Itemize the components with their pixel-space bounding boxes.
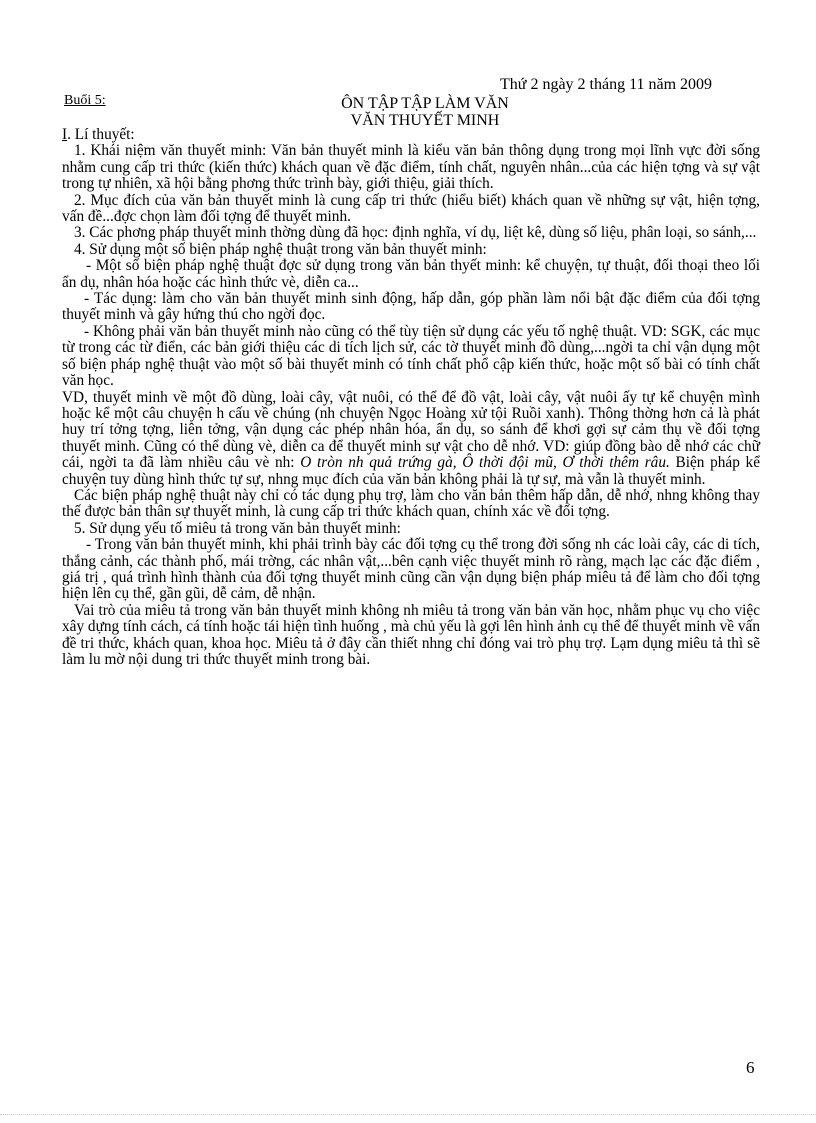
paragraph-description-heading: 5. Sử dụng yếu tố miêu tả trong văn bản thuyết minh: xyxy=(74,519,401,537)
paragraph-description-role: Vai trò của miêu tả trong văn bản thuyết minh không nh miêu tả trong văn bản văn học, nhằm phục vụ cho việc xây dựng tính cách, cá tính hoặc tái hiện tình huống , mà chủ yếu là gợi lên hình ảnh cụ thể để thuyết minh về vấn đề tri thức, khách quan, khoa học. Miêu tả ở đây cần thiết nhng chỉ đóng vai trò phụ trợ. Lạm dụng miêu tả thì sẽ làm lu mờ nội dung tri thức thuyết minh trong bài. xyxy=(62,601,760,668)
paragraph-example-tail: Biện pháp kể chuyện tuy dùng hình thức tự sự, nhng mục đích của văn bản không phải là tự sự, mà vẫn là thuyết minh. xyxy=(62,454,760,488)
document-body xyxy=(62,127,760,668)
section-heading-text: . Lí thuyết: xyxy=(67,126,135,143)
session-label: Buổi 5: xyxy=(64,93,106,108)
section-roman-numeral: I xyxy=(62,126,68,143)
paragraph-art-devices-list: - Một số biện pháp nghệ thuật đợc sử dụng trong văn bản thyết minh: kể chuyện, tự thuật, đối thoại theo lối ẩn dụ, nhân hóa hoặc các hình thức vè, diễn ca... xyxy=(62,257,760,291)
paragraph-definition: 1. Khái niệm văn thuyết minh: Văn bản thuyết minh là kiểu văn bản thông dụng trong mọi lĩnh vực đời sống nhằm cung cấp tri thức (kiến thức) khách quan về đặc điểm, tính chất, nguyên nhân...của các hiện tợng và sự vật trong tự nhiên, xã hội bằng phơng thức trình bày, giới thiệu, giải thích. xyxy=(62,142,760,193)
document-title: ÔN TẬP TẬP LÀM VĂN xyxy=(341,95,509,112)
date-line: Thứ 2 ngày 2 tháng 11 năm 2009 xyxy=(500,76,713,93)
paragraph-example xyxy=(62,390,760,488)
paragraph-example-quote: O tròn nh quả trứng gà, Ô thời đội mũ, Ơ thời thêm râu. xyxy=(300,454,670,472)
paragraph-art-devices-limits: - Không phải văn bản thuyết minh nào cũng có thể tùy tiện sử dụng các yếu tố nghệ thuật. VD: SGK, các mục từ trong các từ điển, các bản giới thiệu các di tích lịch sử, các tờ thuyết minh đồ dùng,...ngời ta chỉ vận dụng một số biện pháp nghệ thuật vào một số bài thuyết minh có tính chất phổ cập kiến thức, hoặc một số bài có tính chất văn học. xyxy=(62,322,760,390)
paragraph-purpose: 2. Mục đích của văn bản thuyết minh là cung cấp tri thức (hiểu biết) khách quan về những sự vật, hiện tợng, vấn đề...đợc chọn làm đối tợng để thuyết minh. xyxy=(62,191,760,226)
page-number: 6 xyxy=(746,1058,755,1077)
paragraph-art-devices-heading: 4. Sử dụng một số biện pháp nghệ thuật trong văn bản thuyết minh: xyxy=(74,240,487,258)
document-subtitle: VĂN THUYẾT MINH xyxy=(350,112,500,129)
paragraph-description-usage: - Trong văn bản thuyết minh, khi phải trình bày các đối tợng cụ thể trong đời sống nh các loài cây, các di tích, thắng cảnh, các thành phố, mái trờng, các nhân vật,...bên cạnh việc thuyết minh rõ ràng, mạch lạc các đặc điểm , giá trị , quá trình hình thành của đối tợng thuyết minh cũng cần vận dụng biện pháp miêu tả để làm cho đối tợng hiện lên cụ thể, gần gũi, dễ cảm, dễ nhận. xyxy=(62,536,760,603)
paragraph-art-devices-effect: - Tác dụng: làm cho văn bản thuyết minh sinh động, hấp dẫn, góp phần làm nổi bật đặc điểm của đối tợng thuyết minh và gây hứng thú cho ngời đọc. xyxy=(62,290,760,324)
paragraph-methods: 3. Các phơng pháp thuyết minh thờng dùng đã học: định nghĩa, ví dụ, liệt kê, dùng số liệu, phân loại, so sánh,... xyxy=(74,224,757,242)
paragraph-example-text: VD, thuyết minh về một đồ dùng, loài cây, vật nuôi, có thể để đồ vật, loài cây, vật nuôi ấy tự kể chuyện mình hoặc kể một câu chuyện h cấu về chúng (nh chuyện Ngọc Hoàng xử tội Ruồi xanh). Thông thờng hơn cả là phát huy trí tởng tợng, liên tởng, vận dụng các phép nhân hóa, ẩn dụ, so sánh để khơi gợi sự cảm thụ về đối tợng thuyết minh. Cũng có thể dùng vè, diễn ca để thuyết minh sự vật cho dễ nhớ. VD: giúp đồng bào dễ nhớ các chữ cái, ngời ta đã làm nhiều câu vè nh: xyxy=(62,388,760,472)
section-heading xyxy=(62,127,760,143)
page-bottom-divider xyxy=(0,1114,816,1115)
paragraph-supporting-role: Các biện pháp nghệ thuật này chỉ có tác dụng phụ trợ, làm cho văn bản thêm hấp dẫn, dễ nhớ, nhng không thay thế được bản thân sự thuyết minh, là cung cấp tri thức khách quan, chính xác về đối tợng. xyxy=(62,486,760,521)
